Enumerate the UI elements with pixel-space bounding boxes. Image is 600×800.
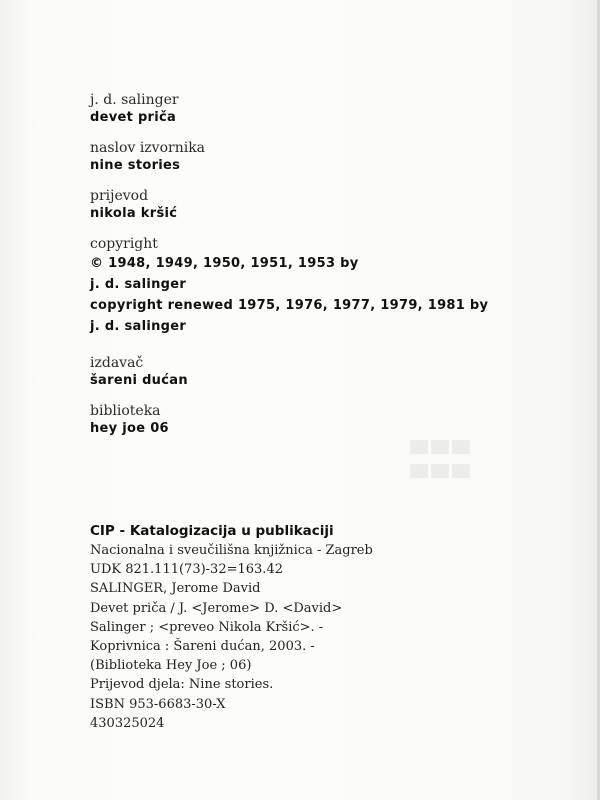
translator-value: nikola kršić <box>90 206 178 221</box>
original-title-label: naslov izvornika <box>90 140 206 156</box>
series-field <box>90 403 488 437</box>
publisher-value: šareni dućan <box>90 373 188 388</box>
copyright-line: j. d. salinger <box>90 319 187 334</box>
copyright-label: copyright <box>90 236 158 252</box>
title-value: devet priča <box>90 110 177 125</box>
series-value: hey joe 06 <box>90 421 169 436</box>
cip-heading: CIP - Katalogizacija u publikaciji <box>90 523 334 539</box>
cip-record <box>90 521 373 733</box>
copyright-line: copyright renewed 1975, 1976, 1977, 1979, 1981 by <box>90 298 489 313</box>
translation-field <box>90 188 488 222</box>
cip-line: SALINGER, Jerome David <box>90 581 261 597</box>
cip-line: Koprivnica : Šareni dućan, 2003. - <box>90 639 315 655</box>
cip-line: UDK 821.111(73)-32=163.42 <box>90 562 283 578</box>
cip-line: (Biblioteka Hey Joe ; 06) <box>90 658 252 674</box>
cip-line: 430325024 <box>90 715 165 731</box>
copyright-field <box>90 236 488 337</box>
series-label: biblioteka <box>90 403 161 419</box>
cip-line: Devet priča / J. <Jerome> D. <David> <box>90 600 343 616</box>
copyright-page-metadata <box>90 92 488 451</box>
publisher-label: izdavač <box>90 355 144 371</box>
copyright-line: j. d. salinger <box>90 277 187 292</box>
original-title-value: nine stories <box>90 158 181 173</box>
original-title-field <box>90 140 488 174</box>
author-field <box>90 92 488 126</box>
cip-line: Nacionalna i sveučilišna knjižnica - Zagreb <box>90 543 373 558</box>
cip-line: ISBN 953-6683-30-X <box>90 696 226 712</box>
author-label: j. d. salinger <box>90 92 179 108</box>
cip-line: Salinger ; <preveo Nikola Kršić>. - <box>90 619 324 635</box>
copyright-line: © 1948, 1949, 1950, 1951, 1953 by <box>90 256 359 271</box>
publisher-field <box>90 355 488 389</box>
translation-label: prijevod <box>90 188 149 204</box>
cip-line: Prijevod djela: Nine stories. <box>90 677 274 693</box>
